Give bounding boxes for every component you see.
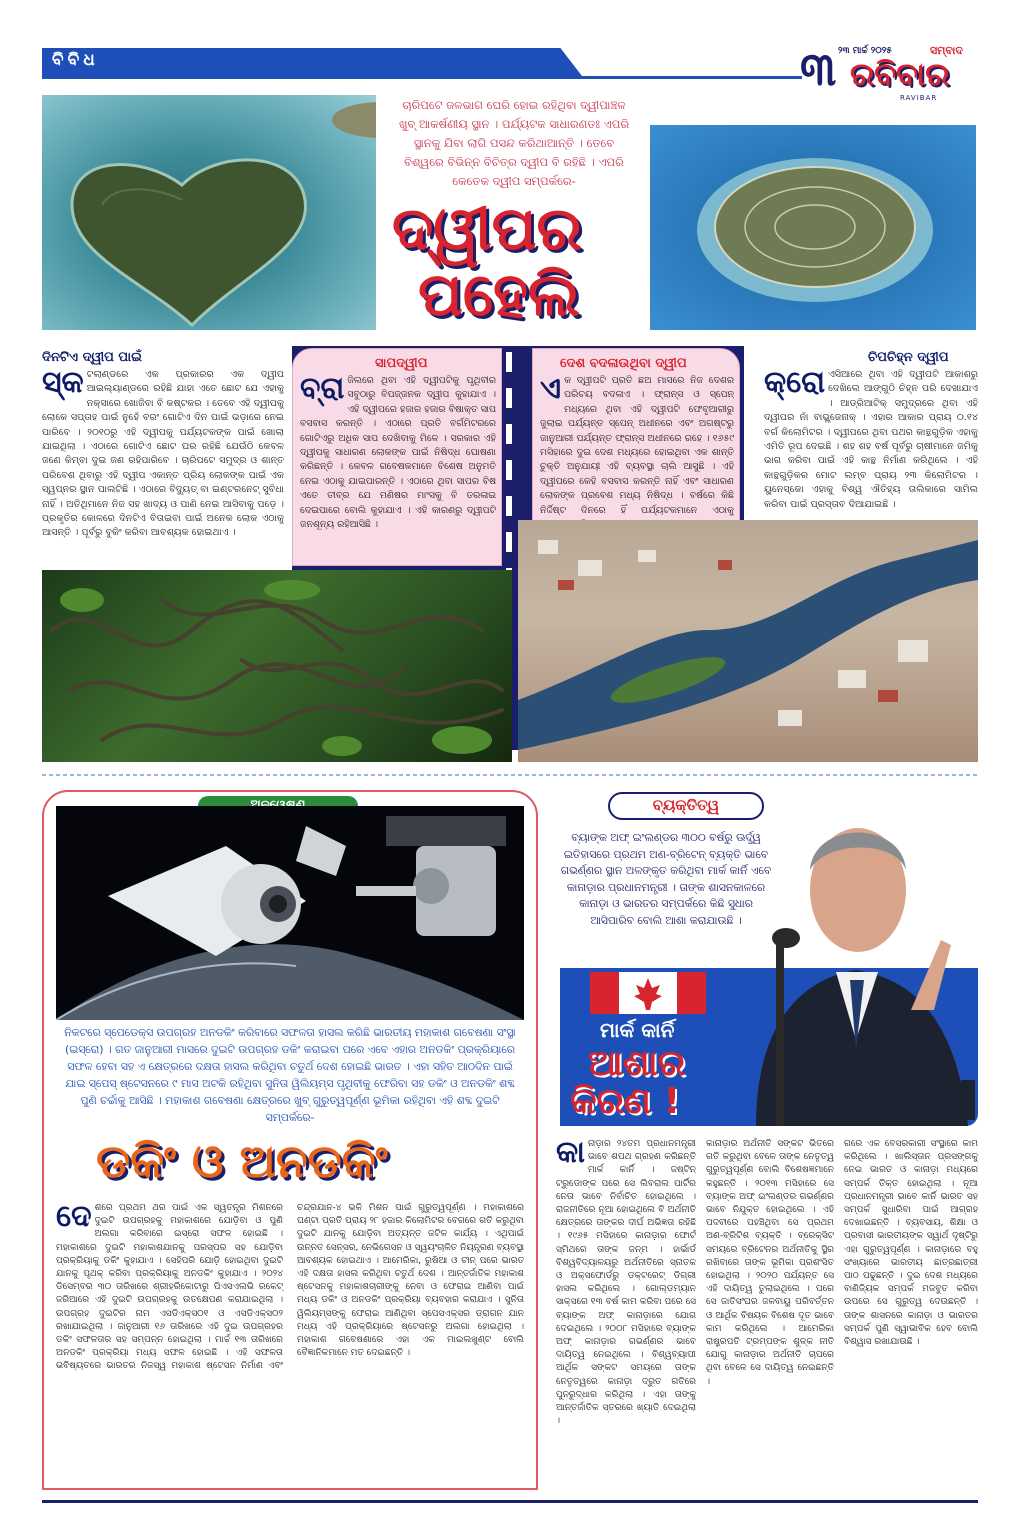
canada-flag bbox=[590, 972, 706, 1014]
personality-intro: ବ୍ୟାଙ୍କ ଅଫ୍ ଇଂଲଣ୍ଡର ୩୦୦ ବର୍ଷରୁ ଊର୍ଦ୍ଧ୍ୱ ଇତିହାସରେ ପ୍ରଥମ ଅଣ-ବ୍ରିଟେନ୍ ବ୍ୟକ୍ତି ଭାବେ ଗଭର୍ଣ୍ଣର ସ୍ଥାନ ଅଳଙ୍କୃତ କରିଥିବା ମାର୍କ କାର୍ନି ଏବେ କାନାଡ଼ାର ପ୍ରଧାନମନ୍ତ୍ରୀ । ତାଙ୍କ ଶାସନକାଳରେ କାନାଡ଼ା ଓ ଭାରତର ସମ୍ପର୍କରେ କିଛି ସୁଧାର ଆସିପାରିବ ବୋଲି ଆଶା କରାଯାଉଛି । bbox=[560, 831, 772, 927]
spacecraft-photo bbox=[56, 806, 524, 1020]
islands-title-line1: ଦ୍ୱୀପର bbox=[392, 194, 583, 264]
masthead-logo: ରବିବାର bbox=[850, 55, 950, 93]
docking-body bbox=[56, 1202, 524, 1482]
personality-section-label: ବ୍ୟକ୍ତିତ୍ୱ bbox=[652, 796, 720, 814]
col4-article bbox=[764, 368, 978, 516]
col4-dropcap: କ୍ରୋ bbox=[764, 368, 826, 400]
docking-dropcap: ଦେ bbox=[56, 1202, 92, 1234]
col1-heading: ଦିନଟିଏ ଦ୍ୱୀପ ପାଇଁ bbox=[42, 350, 142, 365]
col1-text: ଟଲାଣ୍ଡରେ ଏକ ପ୍ରକାରର ଏକ ଦ୍ୱୀପ ଆଇଲ୍ୟାଣ୍ଡରେ ରହିଛି ଯାହା ଏତେ ଛୋଟ ଯେ ଏହାକୁ ନକ୍ସାରେ ଖୋଜିବା ବି କଷ୍ଟକର । ତେବେ ଏହି ଦ୍ୱୀପକୁ ଲୋକେ ସପ୍ତାହ ପାଇଁ ନୁହେଁ ବରଂ ଗୋଟିଏ ଦିନ ପାଇଁ ଭଡ଼ାରେ ନେଇ ପାରିବେ । ୨୦୧ଠରୁ ଏହି ଦ୍ୱୀପକୁ ପର୍ଯ୍ୟଟକଙ୍କ ପାଇଁ ଖୋଲା ଯାଇଥିଲା । ଏଠାରେ ଗୋଟିଏ ଛୋଟ ଘର ରହିଛି ଯେଉଁଠି କେବଳ ଜଣେ କିମ୍ବା ଦୁଇ ଜଣ ରହିପାରିବେ । ଚାରିପଟେ ସମୁଦ୍ର ଓ ଶାନ୍ତ ପରିବେଶ ଥିବାରୁ ଏହି ଦ୍ୱୀପ ଏକାନ୍ତ ପ୍ରିୟ ଲୋକଙ୍କ ପାଇଁ ଏକ ସ୍ୱପ୍ନର ସ୍ଥାନ ପାଲଟିଛି । ଏଠାରେ ବିଦ୍ୟୁତ୍ ବା ଇଣ୍ଟରନେଟ୍ ସୁବିଧା ନାହିଁ । ଅତିଥିମାନେ ନିଜ ସହ ଖାଦ୍ୟ ଓ ପାଣି ନେଇ ଆସିବାକୁ ପଡ଼େ । ପ୍ରକୃତିର କୋଳରେ ଦିନଟିଏ ବିତାଇବା ପାଇଁ ଅନେକ ଲୋକ ଏଠାକୁ ଆସନ୍ତି । ପୂର୍ବରୁ ବୁକିଂ କରିବା ଆବଶ୍ୟକ ହୋଇଥାଏ । bbox=[42, 369, 284, 539]
section-banner bbox=[42, 48, 582, 76]
nation-text: କ ଦ୍ୱୀପଟି ପ୍ରତି ଛଅ ମାସରେ ନିଜ ଦେଶର ପରିଚୟ ବଦଳାଏ । ଫ୍ରାନ୍ସ ଓ ସ୍ପେନ୍ ମଧ୍ୟରେ ଥିବା ଏହି ଦ୍ୱୀପଟି ଫେବୃଆରୀରୁ ଜୁଲାଇ ପର୍ଯ୍ୟନ୍ତ ସ୍ପେନ୍ ଅଧୀନରେ ଏବଂ ଅଗଷ୍ଟରୁ ଜାନୁଆରୀ ପର୍ଯ୍ୟନ୍ତ ଫ୍ରାନ୍ସ ଅଧୀନରେ ରହେ । ୧୬୫୯ ମସିହାରେ ଦୁଇ ଦେଶ ମଧ୍ୟରେ ହୋଇଥିବା ଏକ ଶାନ୍ତି ଚୁକ୍ତି ଅନୁଯାୟୀ ଏହି ବ୍ୟବସ୍ଥା ଚାଲି ଆସୁଛି । ଏହି ଦ୍ୱୀପରେ କେହି ବସବାସ କରନ୍ତି ନାହିଁ ଏବଂ ସାଧାରଣ ଲୋକଙ୍କ ପ୍ରବେଶ ମଧ୍ୟ ନିଷିଦ୍ଧ । ବର୍ଷରେ କିଛି ନିର୍ଦ୍ଦିଷ୍ଟ ଦିନରେ ହିଁ ପର୍ଯ୍ୟଟକମାନେ ଏଠାକୁ bbox=[540, 375, 734, 516]
heart-island-photo bbox=[42, 95, 376, 330]
snake-article bbox=[300, 374, 496, 560]
personality-title-line2: କିରଣ ! bbox=[570, 1081, 681, 1122]
docking-intro: ନିକଟରେ ସ୍ପେଡେକ୍ସ ଉପଗ୍ରହ ଅନଡକିଂ କରିବାରେ ସଫଳତା ହାସଲ କରିଛି ଭାରତୀୟ ମହାକାଶ ଗବେଷଣା ସଂସ୍ଥା (ଇସ୍ରୋ) । ଗତ ଜାନୁଆରୀ ମାସରେ ଦୁଇଟି ଉପଗ୍ରହ ଡକିଂ କରାଇବା ପରେ ଏବେ ଏହାର ଅନଡକିଂ ପ୍ରକ୍ରିୟାରେ ସଫଳ ହେବା ସହ ଏ କ୍ଷେତ୍ରରେ ଦକ୍ଷତା ହାସଲ କରିଥିବା ଚତୁର୍ଥ ଦେଶ ହୋଇଛି ଭାରତ । ଏହା ସହିତ ଆଠଦିନ ପାଇଁ ଯାଇ ସ୍ପେସ୍ ଷ୍ଟେସନରେ ୯ ମାସ ଅଟକି ରହିଥିବା ସୁନିତା ୱିଲିୟମ୍ସ ପୃଥିବୀକୁ ଫେରିବା ସହ ଡକିଂ ଓ ଅନଡକିଂ ଶବ୍ଦ ପୁଣି ଚର୍ଚ୍ଚାକୁ ଆସିଛି । ମହାକାଶ ଗବେଷଣା କ୍ଷେତ୍ରରେ ଖୁବ୍ ଗୁରୁତ୍ୱପୂର୍ଣ୍ଣ ଭୂମିକା ରହିଥିବା ଏହି ଶବ୍ଦ ଦୁଇଟି ସମ୍ପର୍କରେ- bbox=[64, 1026, 516, 1124]
personality-title-line1: ଆଶାର bbox=[588, 1043, 686, 1084]
personality-col2: କାନାଡ଼ାର ଅର୍ଥନୀତି ସଙ୍କଟ ଭିତରେ ଗତି କରୁଥିବା ବେଳେ ତାଙ୍କ ନେତୃତ୍ୱ ଗୁରୁତ୍ୱପୂର୍ଣ୍ଣ ବୋଲି ବିଶେଷଜ୍ଞମାନେ କହୁଛନ୍ତି । ୨୦୧୩ ମସିହାରେ ସେ ବ୍ୟାଙ୍କ ଅଫ୍ ଇଂଲଣ୍ଡର ଗଭର୍ଣ୍ଣର ଭାବେ ନିଯୁକ୍ତ ହୋଇଥିଲେ । ଏହି ପଦବୀରେ ପହଞ୍ଚିଥିବା ସେ ପ୍ରଥମ ଅଣ-ବ୍ରିଟିଶ ବ୍ୟକ୍ତି । ବ୍ରେକ୍ସିଟ ସମୟରେ ବ୍ରିଟେନର ଅର୍ଥନୀତିକୁ ସ୍ଥିର ରଖିବାରେ ତାଙ୍କ ଭୂମିକା ପ୍ରଶଂସିତ ହୋଇଥିଲା । ୨୦୨୦ ପର୍ଯ୍ୟନ୍ତ ସେ ଏହି ଦାୟିତ୍ୱ ତୁଲାଇଥିଲେ । ପରେ ସେ ଜାତିସଂଘର ଜଳବାୟୁ ପରିବର୍ତ୍ତନ ଓ ଆର୍ଥିକ ବିଷୟକ ବିଶେଷ ଦୂତ ଭାବେ କାମ କରିଥିଲେ । ଆମେରିକା ରାଷ୍ଟ୍ରପତି ଟ୍ରମ୍ପଙ୍କ ଶୁଳ୍କ ନୀତି ଯୋଗୁ କାନାଡ଼ାର ଅର୍ଥନୀତି ଚାପରେ ଥିବା ବେଳେ ସେ ଦାୟିତ୍ୱ ନେଇଛନ୍ତି । bbox=[706, 1139, 834, 1387]
nation-dropcap: ଏ bbox=[540, 374, 562, 406]
personality-name: ମାର୍କ କାର୍ନି bbox=[600, 1018, 675, 1042]
pheasant-island-photo bbox=[518, 520, 978, 762]
personality-col1 bbox=[556, 1138, 696, 1486]
footer-rule bbox=[42, 1500, 978, 1503]
col1-article bbox=[42, 368, 284, 568]
issue-date: ୨୩ ମାର୍ଚ୍ଚ ୨୦୨୫ bbox=[838, 46, 892, 56]
docking-title: ଡକିଂ ଓ ଅନଡକିଂ bbox=[96, 1134, 388, 1188]
section-divider bbox=[42, 774, 978, 776]
page-number: ୩ bbox=[800, 42, 837, 96]
personality-col1-text: ନାଡ଼ାର ୨୪ତମ ପ୍ରଧାନମନ୍ତ୍ରୀ ଭାବେ ଶପଥ ଗ୍ରହଣ କରିଛନ୍ତି ମାର୍କ କାର୍ନି । ଜଷ୍ଟିନ୍ ଟ୍ରୁଡୋଙ୍କ ପରେ ସେ ଲିବରାଲ ପାର୍ଟିର ନେତା ଭାବେ ନିର୍ବାଚିତ ହୋଇଥିଲେ । ରାଜନୀତିରେ ନୂଆ ହୋଇଥିଲେ ବି ଅର୍ଥନୀତି କ୍ଷେତ୍ରରେ ତାଙ୍କର ଦୀର୍ଘ ଅଭିଜ୍ଞତା ରହିଛି । ୧୯୬୫ ମସିହାରେ କାନାଡ଼ାର ଫୋର୍ଟ ସ୍ମିଥରେ ତାଙ୍କ ଜନ୍ମ । ହାର୍ଭାର୍ଡ ବିଶ୍ୱବିଦ୍ୟାଳୟରୁ ଅର୍ଥନୀତିରେ ସ୍ନାତକ ଓ ଅକ୍ସଫୋର୍ଡରୁ ଡକ୍ଟରେଟ୍ ଡିଗ୍ରୀ ହାସଲ କରିଥିଲେ । ଗୋଲ୍ଡମ୍ୟାନ ସାକ୍ସରେ ୧୩ ବର୍ଷ କାମ କରିବା ପରେ ସେ ବ୍ୟାଙ୍କ ଅଫ୍ କାନାଡ଼ାରେ ଯୋଗ ଦେଇଥିଲେ । ୨୦୦୮ ମସିହାରେ ବ୍ୟାଙ୍କ ଅଫ୍ କାନାଡ଼ାର ଗଭର୍ଣ୍ଣର ଭାବେ ଦାୟିତ୍ୱ ନେଇଥିଲେ । ବିଶ୍ୱବ୍ୟାପୀ ଆର୍ଥିକ ସଙ୍କଟ ସମୟରେ ତାଙ୍କ ନେତୃତ୍ୱରେ କାନାଡ଼ା ଦ୍ରୁତ ଗତିରେ ପୁନରୁଦ୍ଧାର କରିଥିଲା । ଏହା ତାଙ୍କୁ ଆନ୍ତର୍ଜାତିକ ସ୍ତରରେ ଖ୍ୟାତି ଦେଇଥିଲା । bbox=[556, 1139, 696, 1427]
masthead-sub: RAVIBAR bbox=[900, 94, 938, 102]
personality-dropcap: କା bbox=[556, 1138, 586, 1170]
nation-heading: ଦେଶ ବଦଳାଉଥିବା ଦ୍ୱୀପ bbox=[560, 356, 687, 371]
col1-dropcap: ସ୍କ bbox=[42, 368, 84, 400]
mark-carney-photo bbox=[736, 780, 978, 1126]
masthead-top: ସମ୍ବାଦ bbox=[930, 44, 963, 57]
islands-intro: ଚାରିପଟେ ଜଳଭାଗ ଘେରି ହୋଇ ରହିଥିବା ଦ୍ୱୀପାଞ୍ଚଳ ଖୁବ୍ ଆକର୍ଷଣୀୟ ସ୍ଥାନ । ପର୍ଯ୍ୟଟକ ସାଧାରଣତଃ ଏପରି ସ୍ଥାନକୁ ଯିବା ଲାଗି ପସନ୍ଦ କରିଥାଆନ୍ତି । ତେବେ ବିଶ୍ୱରେ ବିଭିନ୍ନ ବିଚିତ୍ର ଦ୍ୱୀପ ବି ରହିଛି । ଏପରି କେତେକ ଦ୍ୱୀପ ସମ୍ପର୍କରେ- bbox=[398, 98, 630, 188]
snake-text: ଜିଲରେ ଥିବା ଏହି ଦ୍ୱୀପଟିକୁ ପୃଥିବୀର ସବୁଠାରୁ ବିପଜ୍ଜନକ ଦ୍ୱୀପ କୁହାଯାଏ । ଏହି ଦ୍ୱୀପରେ ହଜାର ହଜାର ବିଷାକ୍ତ ସାପ ବସବାସ କରନ୍ତି । ଏଠାରେ ପ୍ରତି ବର୍ଗମିଟରରେ ଗୋଟିଏରୁ ଅଧିକ ସାପ ଦେଖିବାକୁ ମିଳେ । ସରକାର ଏହି ଦ୍ୱୀପକୁ ସାଧାରଣ ଲୋକଙ୍କ ପାଇଁ ନିଷିଦ୍ଧ ଘୋଷଣା କରିଛନ୍ତି । କେବଳ ଗବେଷକମାନେ ବିଶେଷ ଅନୁମତି ନେଇ ଏଠାକୁ ଯାଇପାରନ୍ତି । ଏଠାରେ ଥିବା ସାପର ବିଷ ଏତେ ତୀବ୍ର ଯେ ମଣିଷର ମାଂସକୁ ବି ତରଳାଇ ଦେଇପାରେ ବୋଲି କୁହାଯାଏ । ଏହି କାରଣରୁ ଦ୍ୱୀପଟି ଜନଶୂନ୍ୟ ରହିଆସିଛି । bbox=[300, 375, 496, 531]
col4-heading: ଚିପଚିହ୍ନ ଦ୍ୱୀପ bbox=[868, 350, 949, 365]
col4-text: ଏସିଆରେ ଥିବା ଏହି ଦ୍ୱୀପଟି ଆକାଶରୁ ଦେଖିଲେ ଆଙ୍ଗୁଠି ଚିହ୍ନ ପରି ଦେଖାଯାଏ । ଆଡ୍ରିଆଟିକ୍ ସମୁଦ୍ରରେ ଥିବା ଏହି ଦ୍ୱୀପର ନାଁ ବାଭ୍ଲ୍ଜେନାକ୍ । ଏହାର ଆକାର ପ୍ରାୟ ୦.୧୪ ବର୍ଗ କିଲୋମିଟର । ଦ୍ୱୀପରେ ଥିବା ପଥର କାନ୍ଥଗୁଡ଼ିକ ଏହାକୁ ଏମିତି ରୂପ ଦେଇଛି । ଶହ ଶହ ବର୍ଷ ପୂର୍ବରୁ ଚାଷୀମାନେ ଜମିକୁ ଭାଗ କରିବା ପାଇଁ ଏହି କାନ୍ଥ ନିର୍ମାଣ କରିଥିଲେ । ଏହି କାନ୍ଥଗୁଡ଼ିକର ମୋଟ ଲମ୍ବ ପ୍ରାୟ ୨୩ କିଲୋମିଟର । ୟୁନେସ୍କୋ ଏହାକୁ ବିଶ୍ୱ ଐତିହ୍ୟ ତାଲିକାରେ ସାମିଲ କରିବା ପାଇଁ ପ୍ରସ୍ତାବ ଦିଆଯାଇଛି । bbox=[764, 369, 978, 510]
fingerprint-island-photo bbox=[650, 125, 976, 330]
personality-col3: ଗରେ ଏକ ବେସରକାରୀ ସଂସ୍ଥାରେ କାମ କରିଥିଲେ । ଖାଲିସ୍ତାନ ପ୍ରସଙ୍ଗକୁ ନେଇ ଭାରତ ଓ କାନାଡ଼ା ମଧ୍ୟରେ ସମ୍ପର୍କ ତିକ୍ତ ହୋଇଥିଲା । ନୂଆ ପ୍ରଧାନମନ୍ତ୍ରୀ ଭାବେ କାର୍ନି ଭାରତ ସହ ସମ୍ପର୍କ ସୁଧାରିବା ପାଇଁ ଆଗ୍ରହ ଦେଖାଇଛନ୍ତି । ବ୍ୟବସାୟ, ଶିକ୍ଷା ଓ ପ୍ରବାସୀ ଭାରତୀୟଙ୍କ ସ୍ୱାର୍ଥ ଦୃଷ୍ଟିରୁ ଏହା ଗୁରୁତ୍ୱପୂର୍ଣ୍ଣ । କାନାଡ଼ାରେ ବହୁ ସଂଖ୍ୟାରେ ଭାରତୀୟ ଛାତ୍ରଛାତ୍ରୀ ପାଠ ପଢୁଛନ୍ତି । ଦୁଇ ଦେଶ ମଧ୍ୟରେ ବାଣିଜ୍ୟିକ ସମ୍ପର୍କ ମଜବୁତ କରିବା ଉପରେ ସେ ଗୁରୁତ୍ୱ ଦେଉଛନ୍ତି । ତାଙ୍କ ଶାସନରେ କାନାଡ଼ା ଓ ଭାରତର ସମ୍ପର୍କ ପୁଣି ସ୍ୱାଭାବିକ ହେବ ବୋଲି ବିଶ୍ୱାସ ରଖାଯାଉଛି । bbox=[844, 1139, 978, 1348]
section-label: ବିବିଧ bbox=[52, 50, 99, 70]
docking-body-text: ଶରେ ପ୍ରଥମ ଥର ପାଇଁ ଏକ ସ୍ୱତନ୍ତ୍ର ମିଶନରେ ଦୁଇଟି ଉପଗ୍ରହକୁ ମହାକାଶରେ ଯୋଡ଼ିବା ଓ ପୁଣି ଅଲଗା କରିବାରେ ଇସ୍ରୋ ସଫଳ ହୋଇଛି । ମହାକାଶରେ ଦୁଇଟି ମହାକାଶଯାନକୁ ପରସ୍ପର ସହ ଯୋଡ଼ିବା ପ୍ରକ୍ରିୟାକୁ ଡକିଂ କୁହାଯାଏ । ସେହିପରି ଯୋଡ଼ି ହୋଇଥିବା ଦୁଇଟି ଯାନକୁ ପୃଥକ୍ କରିବା ପ୍ରକ୍ରିୟାକୁ ଅନଡକିଂ କୁହାଯାଏ । ୨୦୨୪ ଡିସେମ୍ବର ୩୦ ତାରିଖରେ ଶ୍ରୀହରିକୋଟାରୁ ପିଏସଏଲଭି ରକେଟ୍ ଜରିଆରେ ଏହି ଦୁଇଟି ଉପଗ୍ରହକୁ ଉତକ୍ଷେପଣ କରାଯାଇଥିଲା । ଉପଗ୍ରହ ଦୁଇଟିର ନାମ ଏସଡିଏକ୍ସ୦୧ ଓ ଏସଡିଏକ୍ସ୦୨ ରଖାଯାଇଥିଲା । ଜାନୁଆରୀ ୧୬ ତାରିଖରେ ଏହି ଦୁଇ ଉପଗ୍ରହର ଡକିଂ ସଫଳତାର ସହ ସମ୍ପନ୍ନ ହୋଇଥିଲା । ମାର୍ଚ୍ଚ ୧୩ ତାରିଖରେ ଅନଡକିଂ ପ୍ରକ୍ରିୟା ମଧ୍ୟ ସଫଳ ହୋଇଛି । ଏହି ସଫଳତା ଭବିଷ୍ୟତରେ ଭାରତର ନିଜସ୍ୱ ମହାକାଶ ଷ୍ଟେସନ ନିର୍ମାଣ ଏବଂ ଚନ୍ଦ୍ରଯାନ-୪ ଭଳି ମିଶନ ପାଇଁ ଗୁରୁତ୍ୱପୂର୍ଣ୍ଣ । ମହାକାଶରେ ଘଣ୍ଟା ପ୍ରତି ପ୍ରାୟ ୨୮ ହଜାର କିଲୋମିଟର ବେଗରେ ଗତି କରୁଥିବା ଦୁଇଟି ଯାନକୁ ଯୋଡ଼ିବା ଅତ୍ୟନ୍ତ ଜଟିଳ କାର୍ଯ୍ୟ । ଏଥିପାଇଁ ଉନ୍ନତ ସେନ୍ସର, ନେଭିଗେସନ ଓ ସ୍ୱୟଂଚାଳିତ ନିୟନ୍ତ୍ରଣ ବ୍ୟବସ୍ଥା ଆବଶ୍ୟକ ହୋଇଥାଏ । ଆମେରିକା, ରୁଷିଆ ଓ ଚୀନ୍ ପରେ ଭାରତ ଏହି ଦକ୍ଷତା ହାସଲ କରିଥିବା ଚତୁର୍ଥ ଦେଶ । ଆନ୍ତର୍ଜାତିକ ମହାକାଶ ଷ୍ଟେସନକୁ ମହାକାଶଚାରୀଙ୍କୁ ନେବା ଓ ଫେରାଇ ଆଣିବା ପାଇଁ ମଧ୍ୟ ଡକିଂ ଓ ଅନଡକିଂ ପ୍ରକ୍ରିୟା ବ୍ୟବହାର କରାଯାଏ । ସୁନିତା ୱିଲିୟମ୍ସଙ୍କୁ ଫେରାଇ ଆଣିଥିବା ସ୍ପେସଏକ୍ସର ଡ୍ରାଗନ ଯାନ ମଧ୍ୟ ଏହି ପ୍ରକ୍ରିୟାରେ ଷ୍ଟେସନରୁ ଅଲଗା ହୋଇଥିଲା । ମହାକାଶ ଗବେଷଣାରେ ଏହା ଏକ ମାଇଲଖୁଣ୍ଟ ବୋଲି ବୈଜ୍ଞାନିକମାନେ ମତ ଦେଇଛନ୍ତି । bbox=[56, 1203, 524, 1372]
snake-dropcap: ବ୍ରା bbox=[300, 374, 345, 406]
islands-title-line2: ପହେଲି bbox=[418, 260, 581, 330]
snake-island-photo bbox=[42, 570, 512, 762]
snake-heading: ସାପଦ୍ୱୀପ bbox=[375, 356, 428, 371]
header-rule bbox=[42, 76, 802, 79]
